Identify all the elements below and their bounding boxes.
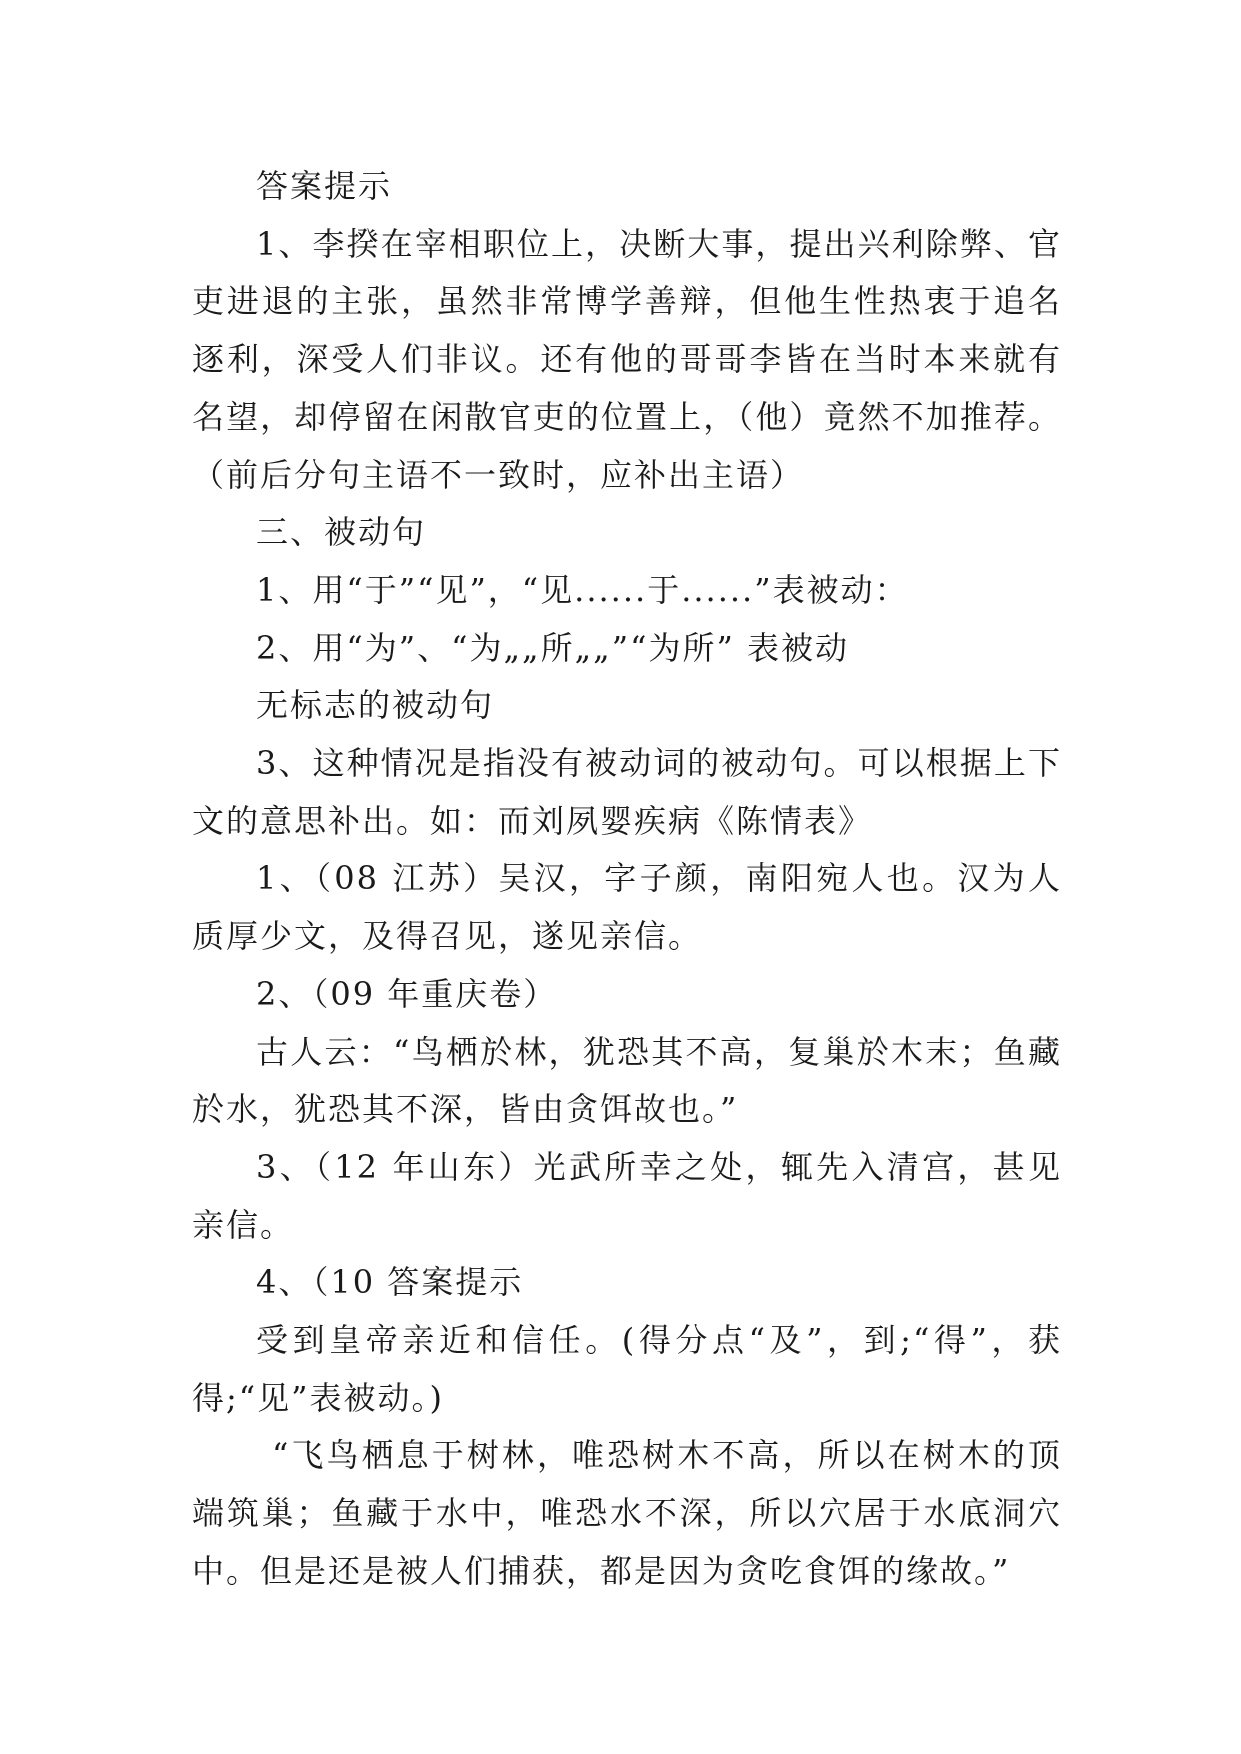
heading-answer-hint: 答案提示 <box>256 167 393 205</box>
heading-unmarked-passive: 无标志的被动句 <box>256 686 495 725</box>
paragraph-example-3: 3、（12 年山东）光武所幸之处，辄先入清宫，甚见亲信。 <box>192 1147 1062 1244</box>
heading-passive-sentence: 三、被动句 <box>256 513 427 552</box>
paragraph-passive-rule-1: 1、用“于”“见”，“见......于......”表被动： <box>256 570 909 609</box>
paragraph-example-2-title: 2、（09 年重庆卷） <box>256 974 558 1013</box>
paragraph-passive-rule-2: 2、用“为”、“为„„所„„”“为所” 表被动 <box>256 628 850 667</box>
paragraph-example-4-answer: 受到皇帝亲近和信任。(得分点“及”，到;“得”，获得;“见”表被动。) <box>192 1321 1062 1417</box>
paragraph-passive-rule-3: 3、这种情况是指没有被动词的被动句。可以根据上下文的意思补出。如：而刘夙婴疾病《陈情表》 <box>192 744 1062 840</box>
paragraph-example-2-quote: 古人云：“鸟栖於林，犹恐其不高，复巢於木末；鱼藏於水，犹恐其不深，皆由贪饵故也。” <box>192 1032 1062 1129</box>
paragraph-translation-1: 1、李揆在宰相职位上，决断大事，提出兴利除弊、官吏进退的主张，虽然非常博学善辩，但他生性热衷于追名逐利，深受人们非议。还有他的哥哥李皆在当时本来就有名望，却停留在闲散官吏的位置上，（他）竟然不加推荐。（前后分句主语不一致时，应补出主语） <box>192 224 1062 494</box>
paragraph-translation-2: “飞鸟栖息于树林，唯恐树木不高，所以在树木的顶端筑巢；鱼藏于水中，唯恐水不深，所以穴居于水底洞穴中。但是还是被人们捕获，都是因为贪吃食饵的缘故。” <box>192 1436 1062 1590</box>
document-body <box>192 158 1062 1601</box>
paragraph-example-4-title: 4、（10 答案提示 <box>256 1263 524 1302</box>
paragraph-example-1: 1、（08 江苏）吴汉，字子颜，南阳宛人也。汉为人质厚少文，及得召见，遂见亲信。 <box>192 859 1062 956</box>
